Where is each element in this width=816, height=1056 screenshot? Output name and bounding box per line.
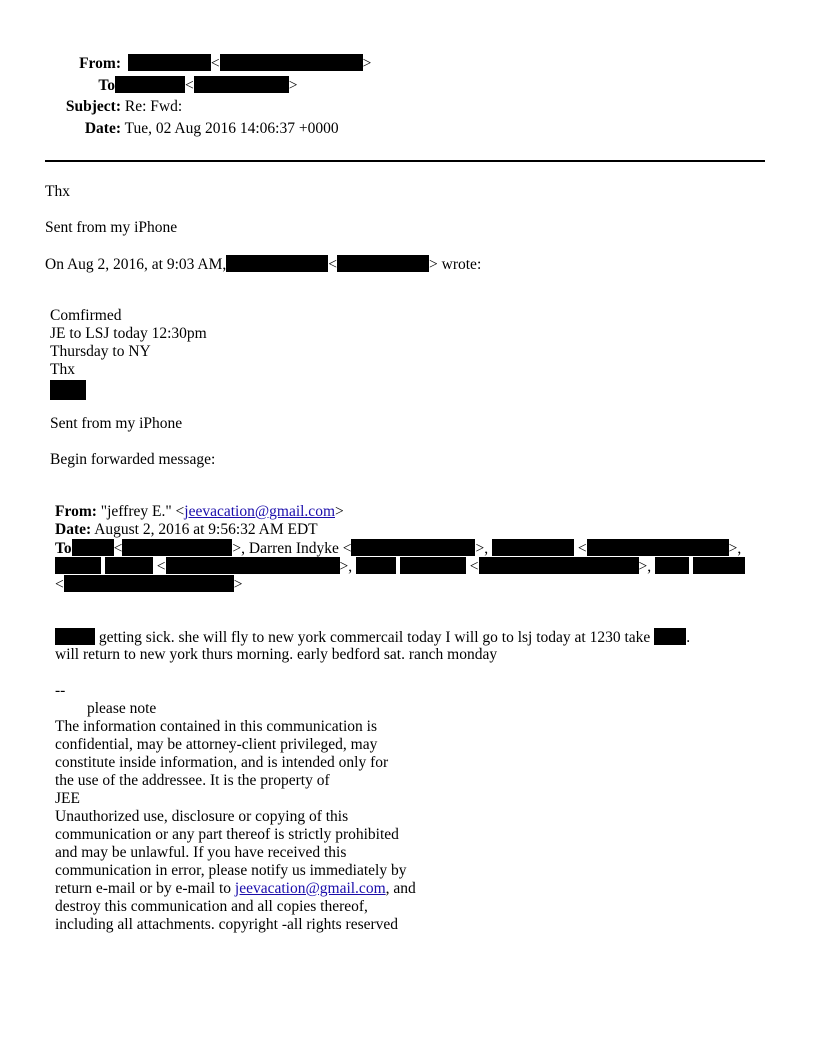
reply-signature: Sent from my iPhone [45, 219, 178, 236]
reply-line: Thx [45, 183, 70, 200]
header-divider [45, 160, 765, 162]
quoted-redacted-signoff [50, 380, 86, 402]
forward-intro: Begin forwarded message: [50, 451, 216, 468]
header-subject-row [45, 98, 182, 116]
redacted-recipient-name [115, 76, 185, 93]
redacted-sender-email [220, 54, 363, 71]
header-from-row: From: < > [45, 54, 371, 73]
fwd-from-label: From: [55, 503, 97, 520]
disclaimer-line: the use of the addressee. It is the property of [55, 772, 330, 789]
disclaimer-text [55, 718, 416, 934]
fwd-to-row-3: < > [55, 576, 243, 593]
disclaimer-line: The information contained in this communication is [55, 718, 377, 735]
redacted-quoted-name [226, 255, 328, 272]
fwd-to-label: To [55, 540, 72, 557]
header-date-row [45, 120, 339, 138]
date-label: Date: [84, 120, 121, 137]
signature-dashes: -- [55, 682, 66, 699]
disclaimer-email-link[interactable]: jeevacation@gmail.com [234, 880, 386, 897]
disclaimer-line: and may be unlawful. If you have received this [55, 844, 347, 861]
quoted-line-1: Comfirmed [50, 307, 122, 324]
subject-value: Re: Fwd: [124, 98, 183, 115]
fwd-date-label: Date: [55, 521, 92, 538]
from-label: From: [79, 55, 121, 72]
redacted-quoted-email [337, 255, 429, 272]
fwd-from-row: From: "jeffrey E." <jeevacation@gmail.com> [55, 503, 344, 520]
disclaimer-line: destroy this communication and all copies thereof, [55, 898, 368, 915]
quoted-line-3: Thursday to NY [50, 343, 151, 360]
fwd-body-line-2: will return to new york thurs morning. early bedford sat. ranch monday [55, 646, 498, 663]
quoted-signature: Sent from my iPhone [50, 415, 183, 432]
fwd-body-line-1: getting sick. she will fly to new york commercail today I will go to lsj today at 1230 take . [55, 628, 690, 647]
subject-label: Subject: [65, 98, 121, 115]
fwd-to-row: To < >, Darren Indyke < >, < >, [55, 540, 742, 557]
disclaimer-line: constitute inside information, and is intended only for [55, 754, 389, 771]
disclaimer-note: please note [87, 700, 157, 717]
header-to-row: To < > [45, 76, 298, 95]
disclaimer-line: Unauthorized use, disclosure or copying of this [55, 808, 349, 825]
disclaimer-line: JEE [55, 790, 80, 807]
quote-intro: On Aug 2, 2016, at 9:03 AM, < > wrote: [45, 256, 482, 273]
quoted-line-4: Thx [50, 361, 75, 378]
fwd-date-row: Date: August 2, 2016 at 9:56:32 AM EDT [55, 521, 318, 538]
redacted-sender-name [128, 54, 211, 71]
disclaimer-return-line: return e-mail or by e-mail to jeevacation@gmail.com, and [55, 880, 416, 897]
fwd-to-row-2: < >, < >, [55, 557, 745, 576]
to-label: To [98, 77, 115, 94]
date-value: Tue, 02 Aug 2016 14:06:37 +0000 [124, 120, 339, 137]
disclaimer-line: communication in error, please notify us immediately by [55, 862, 407, 879]
disclaimer-line: communication or any part thereof is strictly prohibited [55, 826, 399, 843]
quoted-line-2: JE to LSJ today 12:30pm [50, 325, 207, 342]
redacted-recipient-email [194, 76, 289, 93]
disclaimer-line: including all attachments. copyright -all rights reserved [55, 916, 399, 933]
disclaimer-line: confidential, may be attorney-client privileged, may [55, 736, 378, 753]
fwd-from-email-link[interactable]: jeevacation@gmail.com [184, 503, 335, 520]
